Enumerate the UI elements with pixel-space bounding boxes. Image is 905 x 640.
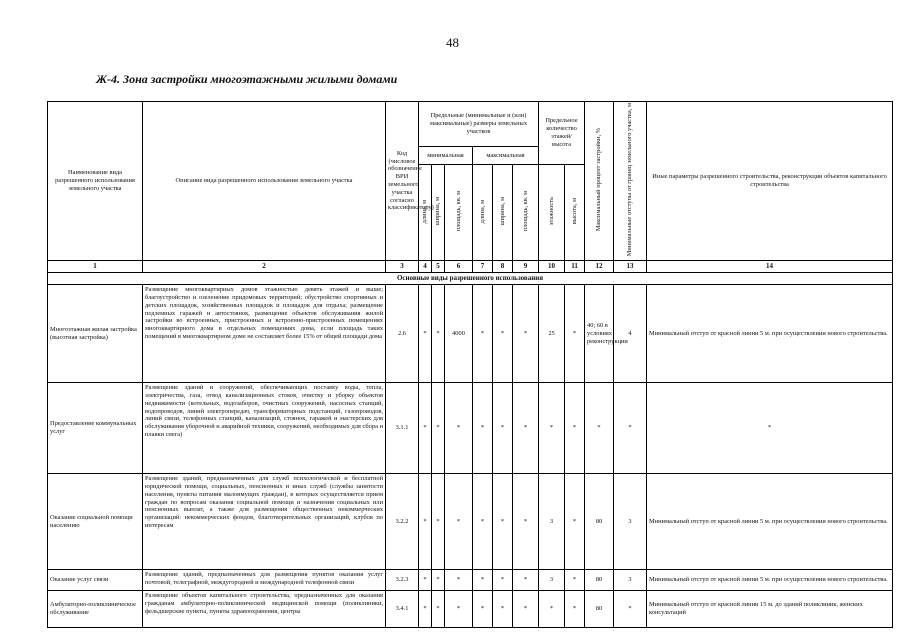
table-row [48,285,893,383]
other-params: * [647,383,893,474]
cell: 3 [539,570,565,591]
header-min: минимальная [419,146,473,164]
cell: * [585,383,614,474]
header-plot-sizes: Предельные (минимальные и (или) максимальные) размеры земельных участков [419,102,539,147]
header-min-area: площадь, кв. м [445,165,473,261]
header-coverage: Максимальный процент застройки, % [585,102,614,261]
other-params: Минимальный отступ от красной линии 5 м. при осуществлении нового строительства. [647,285,893,383]
cell: * [565,591,585,628]
cell: * [493,383,513,474]
cell: * [473,591,493,628]
cell: 4000 [445,285,473,383]
cell: * [565,285,585,383]
section-row [48,273,893,285]
col-num: 12 [585,261,614,273]
table-row [48,474,893,570]
header-description: Описание вида разрешенного использования земельного участка [143,102,386,261]
section-title: Основные виды разрешенного использования [48,273,893,285]
zoning-table [47,101,893,628]
cell: * [432,474,445,570]
cell: * [445,383,473,474]
cell: * [419,285,432,383]
cell: * [419,570,432,591]
table-row [48,383,893,474]
use-name: Оказание социальной помощи населению [48,474,143,570]
cell: * [513,474,539,570]
col-num: 14 [647,261,893,273]
cell: * [432,591,445,628]
header-max-length: длина, м [473,165,493,261]
cell: 3 [539,474,565,570]
cell: * [614,591,647,628]
cell: 4 [614,285,647,383]
col-num: 5 [432,261,445,273]
use-name: Предоставление коммунальных услуг [48,383,143,474]
zone-heading: Ж-4. Зона застройки многоэтажными жилыми домами [96,72,398,86]
cell: * [565,570,585,591]
cell: * [432,570,445,591]
use-description: Размещение зданий и сооружений, обеспечивающих поставку воды, тепла, электричества, газа, отвод канализационных стоков, очистку и уборку объектов недвижимости (котельных, водозаборов, очистных сооружений, насосных станций, водопроводов, линий электропередач, трансформаторных подстанций, газопроводов, линий связи, телефонных станций, канализаций, стоянок, гаражей и мастерских для обслуживания уборочной и аварийной техники, сооружений, необходимых для сбора и плавки снега) [143,383,386,474]
cell: * [473,383,493,474]
use-description: Размещение многоквартирных домов этажностью девять этажей и выше; благоустройство и озеленение придомовых территорий; обустройство спортивных и детских площадок, хозяйственных площадок и площадок для отдыха; размещение подземных гаражей и автостоянок, размещение объектов обслуживания жилой застройки во встроенных, пристроенных и встроенно-пристроенных помещениях многоквартирного дома в отдельных помещениях дома, если площадь таких помещений в многоквартирном доме не составляет более 15% от общей площади дома [143,285,386,383]
use-description: Размещение объектов капитального строительства, предназначенных для оказания гражданам амбулаторно-поликлинической медицинской помощи (поликлиники, фельдшерские пункты, пункты здравоохранения, центры [143,591,386,628]
col-num: 8 [493,261,513,273]
use-description: Размещение зданий, предназначенных для размещения пунктов оказания услуг почтовой, телеграфной, междугородней и международной телефонной связи [143,570,386,591]
cell: * [493,591,513,628]
cell: 80 [585,591,614,628]
other-params: Минимальный отступ от красной линии 15 м. до зданий поликлиник, женских консультаций [647,591,893,628]
cell: * [419,383,432,474]
cell: * [445,474,473,570]
use-code: 3.4.1 [386,591,419,628]
cell: 3 [614,474,647,570]
use-code: 3.1.1 [386,383,419,474]
header-name: Наименование вида разрешенного использования земельного участка [48,102,143,261]
use-name: Амбулаторно-поликлиническое обслуживание [48,591,143,628]
cell: * [539,591,565,628]
col-num: 13 [614,261,647,273]
cell: * [473,474,493,570]
cell: * [565,474,585,570]
col-num: 1 [48,261,143,273]
col-num: 11 [565,261,585,273]
cell: * [473,285,493,383]
other-params: Минимальный отступ от красной линии 5 м. при осуществлении нового строительства. [647,474,893,570]
header-min-width: ширина, м [432,165,445,261]
cell: * [513,570,539,591]
cell: * [493,570,513,591]
cell: * [493,474,513,570]
header-max-width: ширина, м [493,165,513,261]
cell: * [539,383,565,474]
cell: * [432,383,445,474]
header-height: высота, м [565,165,585,261]
cell: 40; 60 в условиях реконструкции [585,285,614,383]
cell: * [493,285,513,383]
header-max-area: площадь, кв. м [513,165,539,261]
header-code: Код (числовое обозначение ВРИ земельного участка согласно классификатору) [386,102,419,261]
use-code: 3.2.2 [386,474,419,570]
header-max: максимальная [473,146,539,164]
cell: 25 [539,285,565,383]
cell: * [565,383,585,474]
cell: * [513,285,539,383]
use-code: 2.6 [386,285,419,383]
col-num: 10 [539,261,565,273]
header-floors: этажность [539,165,565,261]
header-other: Иные параметры разрешенного строительства, реконструкции объектов капитального строительства [647,102,893,261]
header-height-group: Предельное количество этажей/ высота [539,102,585,165]
cell: * [614,383,647,474]
cell: * [445,591,473,628]
header-min-length: длина, м [419,165,432,261]
col-num: 3 [386,261,419,273]
cell: 3 [614,570,647,591]
cell: 80 [585,474,614,570]
header-setback: Минимальные отступы от границ земельного участка, м [614,102,647,261]
table-row [48,570,893,591]
use-code: 3.2.3 [386,570,419,591]
cell: * [473,570,493,591]
cell: * [513,591,539,628]
other-params: Минимальный отступ от красной линии 5 м. при осуществлении нового строительства. [647,570,893,591]
table-row [48,591,893,628]
use-description: Размещение зданий, предназначенных для служб психологической и бесплатной юридической помощи, социальных, пенсионных и иных служб (службы занятости населения, пункты питания малоимущих граждан), в которых осуществляется прием граждан по вопросам оказания социальной помощи и назначения социальных или пенсионных выплат, а также для размещения общественных некоммерческих организаций: некоммерческих фондов, благотворительных организаций, клубов по интересам [143,474,386,570]
cell: * [513,383,539,474]
page-number: 48 [446,35,459,50]
cell: 80 [585,570,614,591]
column-numbers-row [48,261,893,273]
cell: * [432,285,445,383]
use-name: Оказание услуг связи [48,570,143,591]
use-name: Многоэтажная жилая застройка (высотная застройка) [48,285,143,383]
col-num: 7 [473,261,493,273]
col-num: 9 [513,261,539,273]
cell: * [419,591,432,628]
col-num: 6 [445,261,473,273]
col-num: 4 [419,261,432,273]
cell: * [419,474,432,570]
col-num: 2 [143,261,386,273]
cell: * [445,570,473,591]
